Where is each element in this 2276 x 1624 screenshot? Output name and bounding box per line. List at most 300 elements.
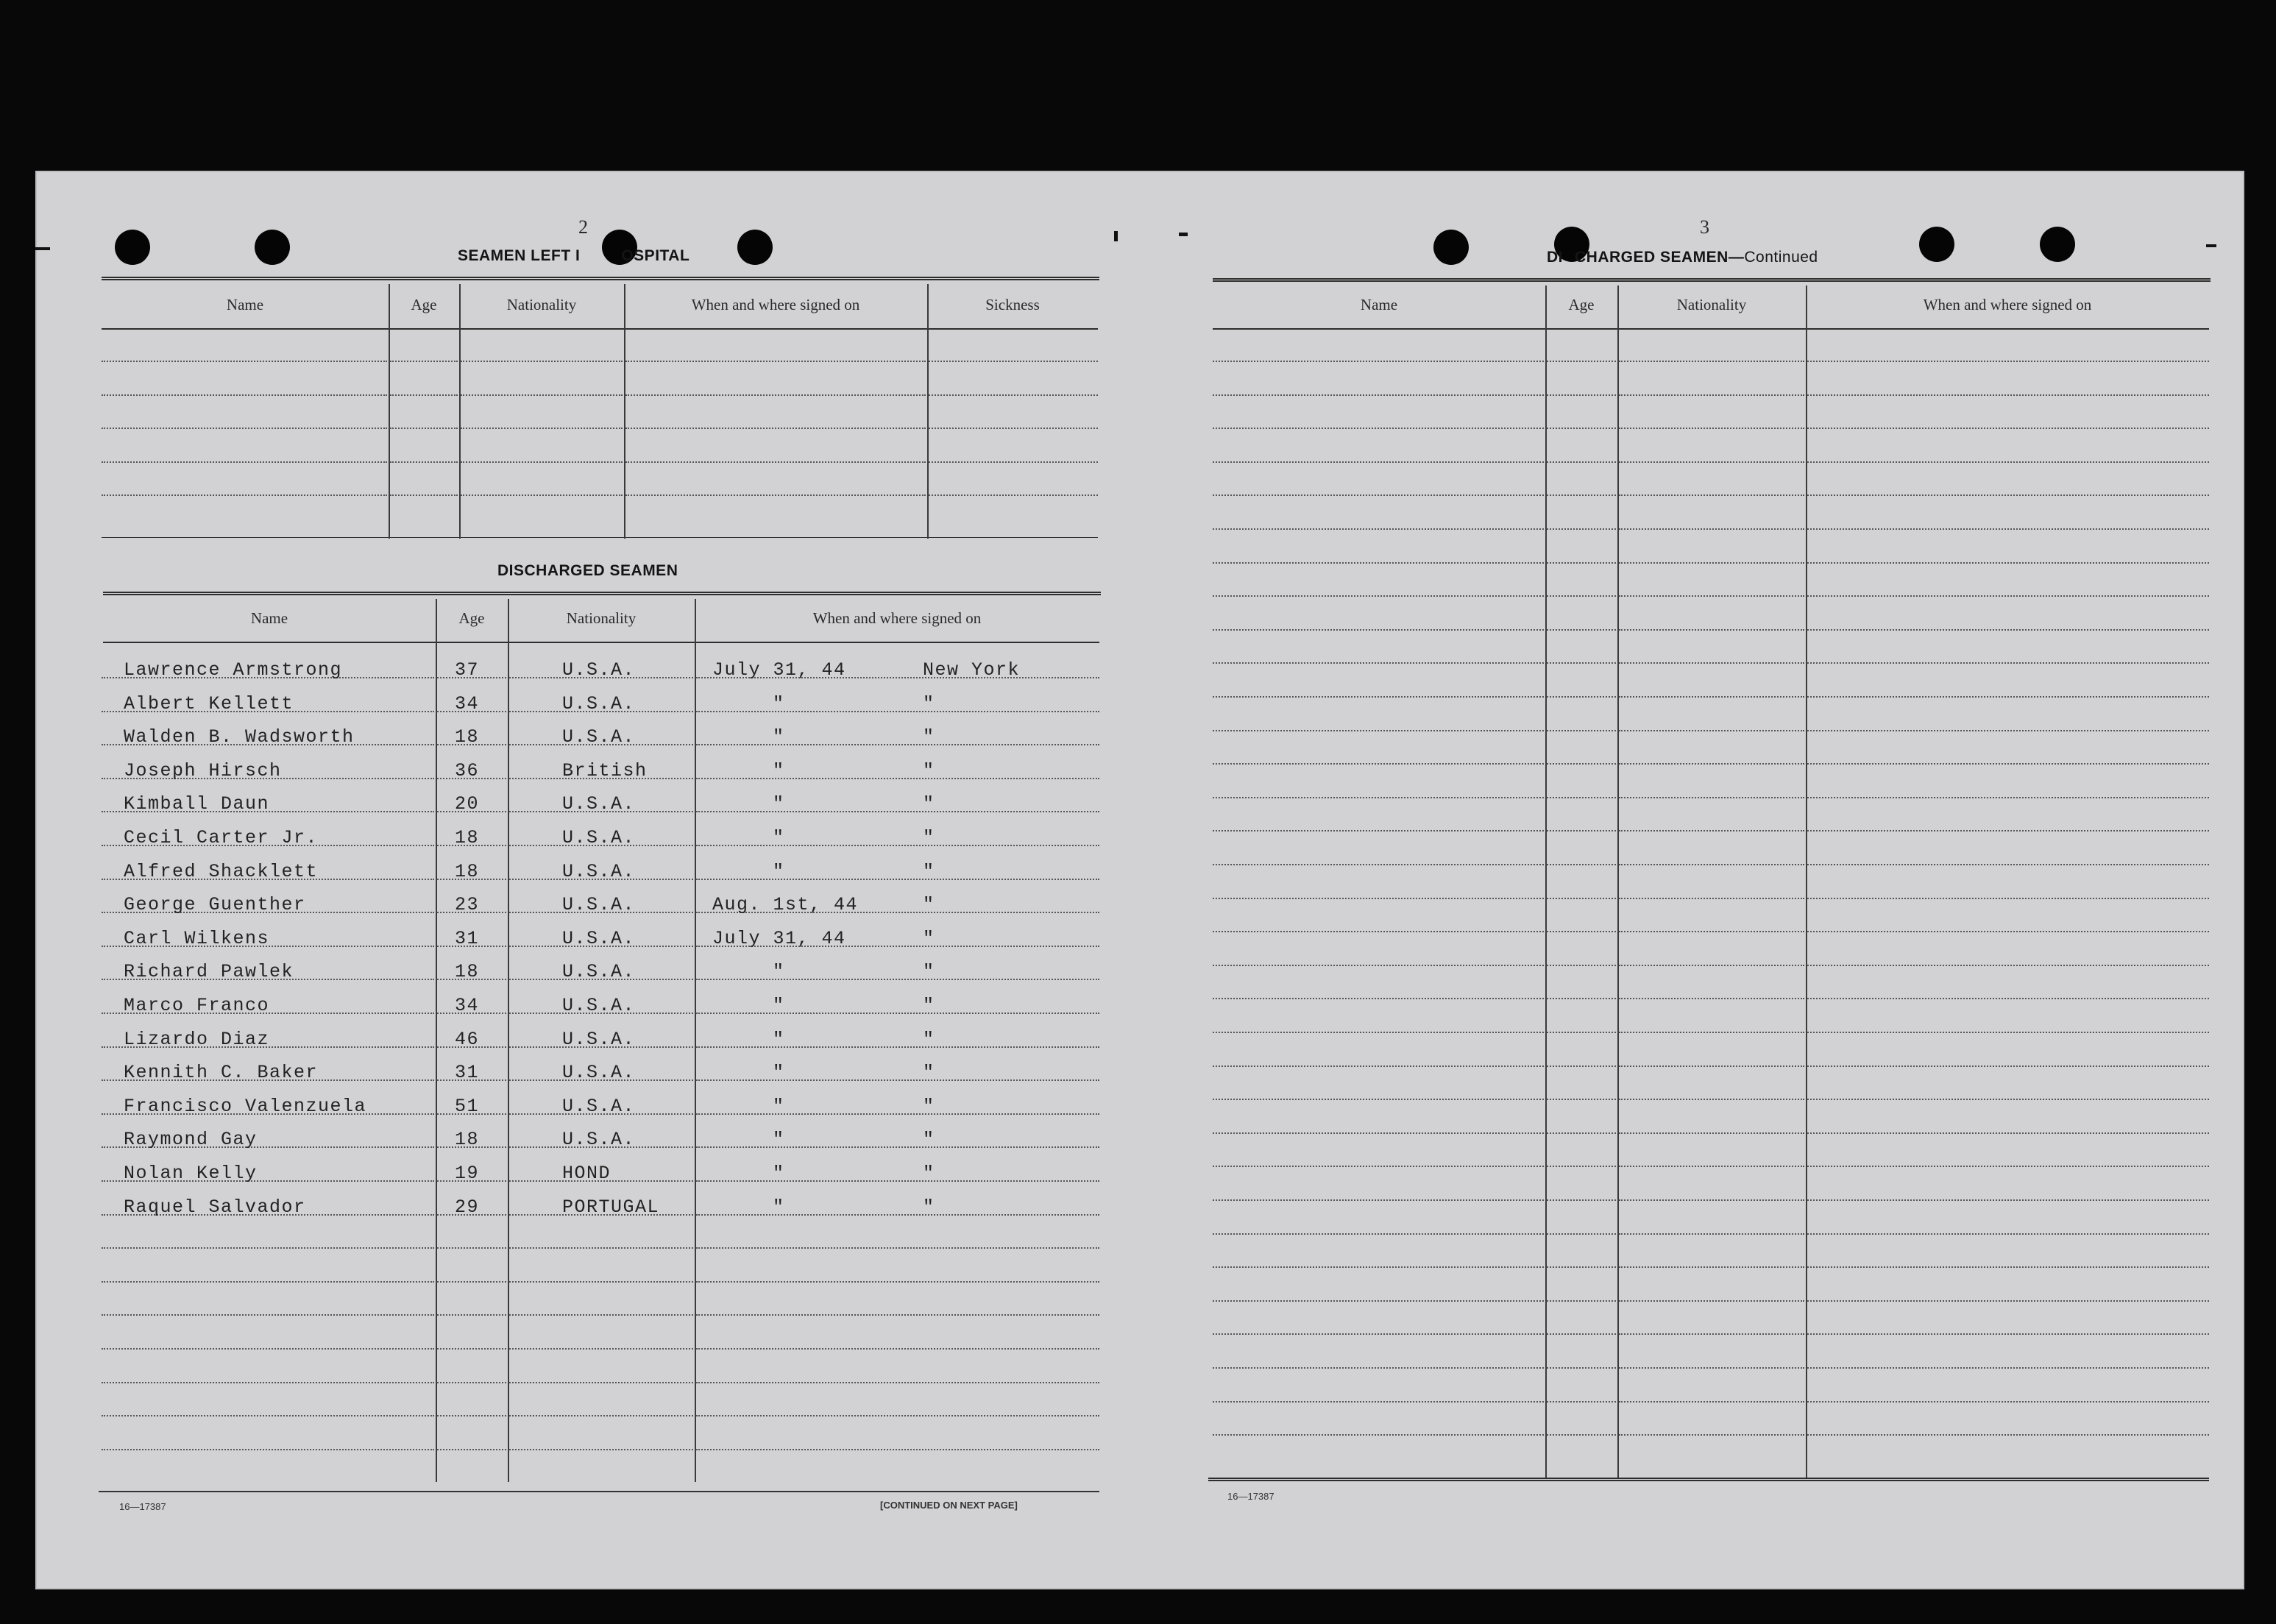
- form-number: 16—17387: [1227, 1491, 1275, 1502]
- ruled-line: [696, 1079, 1099, 1081]
- section-title-discharged-continued: [1547, 249, 1818, 266]
- ruled-line: [1807, 1367, 2209, 1369]
- ruled-line: [1547, 898, 1616, 899]
- ruled-line: [1619, 898, 1804, 899]
- ruled-line: [1807, 763, 2209, 765]
- ruled-line: [1213, 1367, 1544, 1369]
- ruled-line: [390, 394, 458, 396]
- ruled-line: [102, 1382, 434, 1383]
- seaman-age: 31: [455, 1062, 480, 1083]
- ruled-line: [1547, 864, 1616, 865]
- column-header-signed-on: When and where signed on: [1923, 296, 2092, 313]
- ruled-line: [1807, 1333, 2209, 1335]
- seaman-age: 34: [455, 995, 480, 1016]
- column-divider: [508, 599, 509, 1482]
- ruled-line: [1213, 595, 1544, 597]
- ruled-line: [1547, 1233, 1616, 1235]
- ruled-line: [696, 1046, 1099, 1048]
- ruled-line: [696, 778, 1099, 779]
- signed-on-date: ": [773, 1029, 785, 1050]
- seaman-age: 18: [455, 827, 480, 848]
- seaman-nationality: U.S.A.: [562, 1129, 636, 1150]
- ruled-line: [1213, 461, 1544, 463]
- table-top-rule: [1213, 278, 2211, 282]
- table-bottom-rule: [99, 1491, 1099, 1492]
- ruled-line: [1807, 361, 2209, 362]
- ruled-line: [1547, 1065, 1616, 1067]
- seaman-age: 18: [455, 726, 480, 748]
- column-header-nationality: Nationality: [506, 296, 577, 313]
- seaman-age: 46: [455, 1029, 480, 1050]
- signed-on-place: ": [923, 1196, 935, 1218]
- ruled-line: [102, 1348, 434, 1350]
- ruled-line: [437, 1449, 506, 1450]
- ruled-line: [461, 361, 623, 362]
- title-fragment: OSPITAL: [621, 247, 690, 264]
- signed-on-place: ": [923, 1029, 935, 1050]
- column-header-age: Age: [458, 609, 485, 627]
- ruled-line: [1547, 965, 1616, 966]
- seaman-name: Albert Kellett: [124, 693, 294, 715]
- column-header-name: Name: [1360, 296, 1398, 313]
- seaman-nationality: HOND: [562, 1163, 611, 1184]
- signed-on-place: ": [923, 861, 935, 882]
- ruled-line: [509, 1314, 693, 1316]
- ruled-line: [1807, 629, 2209, 631]
- ruled-line: [509, 1449, 693, 1450]
- ruled-line: [696, 1113, 1099, 1115]
- seaman-nationality: U.S.A.: [562, 793, 636, 815]
- ruled-line: [1619, 998, 1804, 999]
- column-divider: [695, 599, 696, 1482]
- header-rule: [1213, 328, 2209, 330]
- ruled-line: [1807, 595, 2209, 597]
- ruled-line: [1619, 864, 1804, 865]
- ruled-line: [437, 1281, 506, 1283]
- ruled-line: [1619, 361, 1804, 362]
- ruled-line: [1213, 494, 1544, 496]
- ruled-line: [509, 1382, 693, 1383]
- ruled-line: [1807, 797, 2209, 798]
- ruled-line: [1213, 428, 1544, 429]
- ruled-line: [1547, 998, 1616, 999]
- ruled-line: [1807, 528, 2209, 530]
- form-number: 16—17387: [119, 1501, 166, 1512]
- ruled-line: [1213, 1333, 1544, 1335]
- ruled-line: [390, 494, 458, 496]
- column-divider: [624, 284, 625, 539]
- ruled-line: [1807, 428, 2209, 429]
- ruled-line: [437, 1314, 506, 1316]
- ruled-line: [1619, 965, 1804, 966]
- ruled-line: [1619, 528, 1804, 530]
- section-title-discharged: DISCHARGED SEAMEN: [497, 562, 678, 579]
- ruled-line: [1213, 1199, 1544, 1201]
- ruled-line: [1547, 394, 1616, 396]
- ruled-line: [1619, 1300, 1804, 1302]
- ruled-line: [1619, 931, 1804, 932]
- signed-on-place: ": [923, 894, 935, 915]
- ruled-line: [102, 428, 387, 429]
- ruled-line: [929, 494, 1098, 496]
- ink-mark: [1179, 233, 1188, 236]
- ruled-line: [1807, 730, 2209, 731]
- ruled-line: [1213, 998, 1544, 999]
- punch-hole: [737, 230, 773, 265]
- ruled-line: [1213, 696, 1544, 698]
- signed-on-place: New York: [923, 659, 1021, 681]
- ruled-line: [1619, 696, 1804, 698]
- signed-on-place: ": [923, 793, 935, 815]
- ruled-line: [102, 494, 387, 496]
- ruled-line: [625, 394, 926, 396]
- ruled-line: [1213, 797, 1544, 798]
- seaman-name: Raquel Salvador: [124, 1196, 306, 1218]
- ink-mark: [2206, 244, 2216, 247]
- seaman-age: 29: [455, 1196, 480, 1218]
- column-divider: [1545, 286, 1547, 1478]
- ruled-line: [1547, 528, 1616, 530]
- ruled-line: [1213, 1300, 1544, 1302]
- seaman-nationality: PORTUGAL: [562, 1196, 660, 1218]
- ruled-line: [1807, 1434, 2209, 1436]
- ruled-line: [1213, 1266, 1544, 1268]
- seaman-age: 31: [455, 928, 480, 949]
- table-bottom-rule: [1208, 1478, 2209, 1481]
- ruled-line: [1619, 394, 1804, 396]
- signed-on-date: ": [773, 726, 785, 748]
- ruled-line: [1547, 1367, 1616, 1369]
- ruled-line: [1807, 1233, 2209, 1235]
- ruled-line: [1213, 1434, 1544, 1436]
- ruled-line: [1547, 361, 1616, 362]
- ruled-line: [696, 1382, 1099, 1383]
- ruled-line: [1547, 662, 1616, 664]
- signed-on-place: ": [923, 1129, 935, 1150]
- ruled-line: [1619, 662, 1804, 664]
- seaman-name: Carl Wilkens: [124, 928, 270, 949]
- seaman-nationality: U.S.A.: [562, 928, 636, 949]
- ruled-line: [1807, 562, 2209, 564]
- ruled-line: [1807, 394, 2209, 396]
- column-header-age: Age: [1568, 296, 1595, 313]
- ruled-line: [390, 361, 458, 362]
- title-fragment: DI: [1547, 249, 1563, 266]
- seaman-nationality: U.S.A.: [562, 861, 636, 882]
- ruled-line: [1547, 1333, 1616, 1335]
- ruled-line: [1619, 730, 1804, 731]
- signed-on-date: ": [773, 693, 785, 715]
- punch-hole: [1433, 230, 1469, 265]
- table-bottom-rule: [102, 537, 1098, 538]
- ruled-line: [929, 361, 1098, 362]
- ruled-line: [1213, 394, 1544, 396]
- signed-on-place: ": [923, 827, 935, 848]
- column-header-sickness: Sickness: [985, 296, 1040, 313]
- ruled-line: [1619, 1065, 1804, 1067]
- ruled-line: [1213, 931, 1544, 932]
- ruled-line: [1547, 595, 1616, 597]
- ruled-line: [1807, 965, 2209, 966]
- seaman-age: 18: [455, 861, 480, 882]
- ink-mark: [1114, 231, 1118, 241]
- ruled-line: [1807, 1199, 2209, 1201]
- signed-on-date: July 31, 44: [712, 659, 846, 681]
- ruled-line: [1547, 797, 1616, 798]
- column-divider: [1806, 286, 1807, 1478]
- ruled-line: [1807, 696, 2209, 698]
- ruled-line: [1213, 763, 1544, 765]
- signed-on-date: ": [773, 961, 785, 982]
- punch-hole: [115, 230, 150, 265]
- ruled-line: [696, 879, 1099, 880]
- ruled-line: [696, 1247, 1099, 1249]
- seaman-name: Nolan Kelly: [124, 1163, 258, 1184]
- ruled-line: [1213, 830, 1544, 831]
- ruled-line: [1547, 1199, 1616, 1201]
- ruled-line: [1213, 730, 1544, 731]
- ruled-line: [929, 461, 1098, 463]
- seaman-nationality: U.S.A.: [562, 827, 636, 848]
- seaman-nationality: U.S.A.: [562, 1029, 636, 1050]
- seaman-nationality: U.S.A.: [562, 894, 636, 915]
- ruled-line: [461, 394, 623, 396]
- seaman-nationality: U.S.A.: [562, 961, 636, 982]
- ruled-line: [1619, 830, 1804, 831]
- signed-on-date: July 31, 44: [712, 928, 846, 949]
- ruled-line: [102, 394, 387, 396]
- ruled-line: [1619, 1132, 1804, 1134]
- ruled-line: [390, 428, 458, 429]
- ruled-line: [1547, 562, 1616, 564]
- ruled-line: [1619, 1434, 1804, 1436]
- ruled-line: [696, 1449, 1099, 1450]
- ruled-line: [1547, 1132, 1616, 1134]
- ruled-line: [1619, 595, 1804, 597]
- ruled-line: [1213, 662, 1544, 664]
- punch-hole: [2040, 227, 2075, 262]
- column-divider: [1617, 286, 1619, 1478]
- ruled-line: [1807, 898, 2209, 899]
- signed-on-place: ": [923, 1163, 935, 1184]
- ruled-line: [696, 1013, 1099, 1014]
- ruled-line: [390, 461, 458, 463]
- ruled-line: [509, 1415, 693, 1416]
- ruled-line: [1807, 1300, 2209, 1302]
- ruled-line: [461, 461, 623, 463]
- ruled-line: [696, 1281, 1099, 1283]
- signed-on-date: ": [773, 1096, 785, 1117]
- ruled-line: [509, 1247, 693, 1249]
- title-fragment: SEAMEN LEFT I: [458, 247, 581, 264]
- seaman-age: 51: [455, 1096, 480, 1117]
- ruled-line: [1213, 629, 1544, 631]
- ruled-line: [696, 1415, 1099, 1416]
- seaman-nationality: U.S.A.: [562, 726, 636, 748]
- seaman-nationality: U.S.A.: [562, 1062, 636, 1083]
- seaman-nationality: U.S.A.: [562, 1096, 636, 1117]
- ruled-line: [1807, 1166, 2209, 1167]
- ruled-line: [1619, 1166, 1804, 1167]
- signed-on-place: ": [923, 928, 935, 949]
- column-header-name: Name: [250, 609, 288, 627]
- seaman-age: 19: [455, 1163, 480, 1184]
- seaman-age: 36: [455, 760, 480, 781]
- ruled-line: [1213, 864, 1544, 865]
- ruled-line: [1619, 428, 1804, 429]
- signed-on-date: ": [773, 1196, 785, 1218]
- signed-on-date: ": [773, 827, 785, 848]
- seaman-name: Kimball Daun: [124, 793, 270, 815]
- column-divider: [389, 284, 390, 539]
- ruled-line: [1619, 763, 1804, 765]
- ruled-line: [1619, 562, 1804, 564]
- seaman-age: 18: [455, 1129, 480, 1150]
- seaman-nationality: U.S.A.: [562, 693, 636, 715]
- seaman-name: Cecil Carter Jr.: [124, 827, 319, 848]
- ruled-line: [1807, 461, 2209, 463]
- ruled-line: [625, 361, 926, 362]
- ruled-line: [1547, 763, 1616, 765]
- ruled-line: [437, 1415, 506, 1416]
- ruled-line: [1547, 1032, 1616, 1033]
- ruled-line: [1807, 1099, 2209, 1100]
- title-fragment: CHARGED SEAMEN—: [1575, 249, 1745, 266]
- seaman-nationality: U.S.A.: [562, 995, 636, 1016]
- ruled-line: [102, 1247, 434, 1249]
- ruled-line: [102, 1449, 434, 1450]
- ruled-line: [1619, 1233, 1804, 1235]
- ruled-line: [1619, 1367, 1804, 1369]
- ruled-line: [437, 1348, 506, 1350]
- ruled-line: [1547, 494, 1616, 496]
- table-top-rule: [102, 277, 1099, 280]
- signed-on-place: ": [923, 693, 935, 715]
- header-rule: [102, 328, 1098, 330]
- signed-on-date: ": [773, 1062, 785, 1083]
- ruled-line: [929, 428, 1098, 429]
- ruled-line: [1547, 830, 1616, 831]
- ruled-line: [1619, 629, 1804, 631]
- ruled-line: [1619, 494, 1804, 496]
- ruled-line: [1807, 1266, 2209, 1268]
- column-header-age: Age: [411, 296, 437, 313]
- ruled-line: [461, 494, 623, 496]
- ruled-line: [1807, 931, 2209, 932]
- signed-on-date: ": [773, 1129, 785, 1150]
- ruled-line: [1807, 494, 2209, 496]
- ruled-line: [1547, 629, 1616, 631]
- ruled-line: [1547, 461, 1616, 463]
- signed-on-date: ": [773, 793, 785, 815]
- ruled-line: [1213, 1166, 1544, 1167]
- ruled-line: [1619, 1401, 1804, 1403]
- ruled-line: [1213, 898, 1544, 899]
- column-header-nationality: Nationality: [1676, 296, 1747, 313]
- ruled-line: [1547, 1434, 1616, 1436]
- ruled-line: [696, 1180, 1099, 1182]
- title-fragment: Continued: [1744, 249, 1818, 266]
- ruled-line: [1619, 1333, 1804, 1335]
- ruled-line: [1213, 1233, 1544, 1235]
- seaman-name: Kennith C. Baker: [124, 1062, 319, 1083]
- ruled-line: [1619, 1099, 1804, 1100]
- ruled-line: [696, 744, 1099, 745]
- ruled-line: [1547, 428, 1616, 429]
- seaman-nationality: U.S.A.: [562, 659, 636, 681]
- signed-on-place: ": [923, 726, 935, 748]
- punch-hole: [255, 230, 290, 265]
- ruled-line: [696, 811, 1099, 812]
- ruled-line: [1213, 528, 1544, 530]
- column-header-name: Name: [226, 296, 264, 313]
- ruled-line: [437, 1247, 506, 1249]
- column-divider: [927, 284, 929, 539]
- seaman-name: Francisco Valenzuela: [124, 1096, 367, 1117]
- seaman-name: Raymond Gay: [124, 1129, 258, 1150]
- ruled-line: [461, 428, 623, 429]
- ruled-line: [1213, 1065, 1544, 1067]
- signed-on-place: ": [923, 760, 935, 781]
- ruled-line: [696, 711, 1099, 712]
- ruled-line: [1547, 1300, 1616, 1302]
- signed-on-date: Aug. 1st, 44: [712, 894, 859, 915]
- continued-note: [CONTINUED ON NEXT PAGE]: [880, 1500, 1018, 1511]
- signed-on-date: ": [773, 861, 785, 882]
- seaman-name: Alfred Shacklett: [124, 861, 319, 882]
- seaman-age: 37: [455, 659, 480, 681]
- ruled-line: [102, 1314, 434, 1316]
- ruled-line: [1547, 696, 1616, 698]
- ruled-line: [1547, 1166, 1616, 1167]
- ruled-line: [696, 1214, 1099, 1216]
- ruled-line: [1619, 1032, 1804, 1033]
- punch-hole: [1919, 227, 1954, 262]
- ruled-line: [102, 1281, 434, 1283]
- signed-on-place: ": [923, 995, 935, 1016]
- seaman-name: Richard Pawlek: [124, 961, 294, 982]
- seaman-age: 34: [455, 693, 480, 715]
- ruled-line: [1619, 1266, 1804, 1268]
- ruled-line: [1807, 1065, 2209, 1067]
- ruled-line: [625, 428, 926, 429]
- ruled-line: [1619, 1199, 1804, 1201]
- ruled-line: [1807, 1032, 2209, 1033]
- signed-on-date: ": [773, 1163, 785, 1184]
- ruled-line: [1619, 797, 1804, 798]
- ruled-line: [1807, 998, 2209, 999]
- ruled-line: [696, 845, 1099, 846]
- table-top-rule: [103, 592, 1101, 595]
- ruled-line: [1213, 965, 1544, 966]
- signed-on-place: ": [923, 1062, 935, 1083]
- ruled-line: [102, 361, 387, 362]
- column-divider: [436, 599, 437, 1482]
- ruled-line: [1213, 1401, 1544, 1403]
- ruled-line: [696, 979, 1099, 980]
- ruled-line: [509, 1281, 693, 1283]
- seaman-name: George Guenther: [124, 894, 306, 915]
- seaman-age: 20: [455, 793, 480, 815]
- ruled-line: [1619, 461, 1804, 463]
- ruled-line: [437, 1382, 506, 1383]
- ruled-line: [1547, 931, 1616, 932]
- ruled-line: [625, 461, 926, 463]
- ruled-line: [509, 1348, 693, 1350]
- ruled-line: [1213, 361, 1544, 362]
- page-number: 3: [1700, 216, 1709, 238]
- ruled-line: [696, 1314, 1099, 1316]
